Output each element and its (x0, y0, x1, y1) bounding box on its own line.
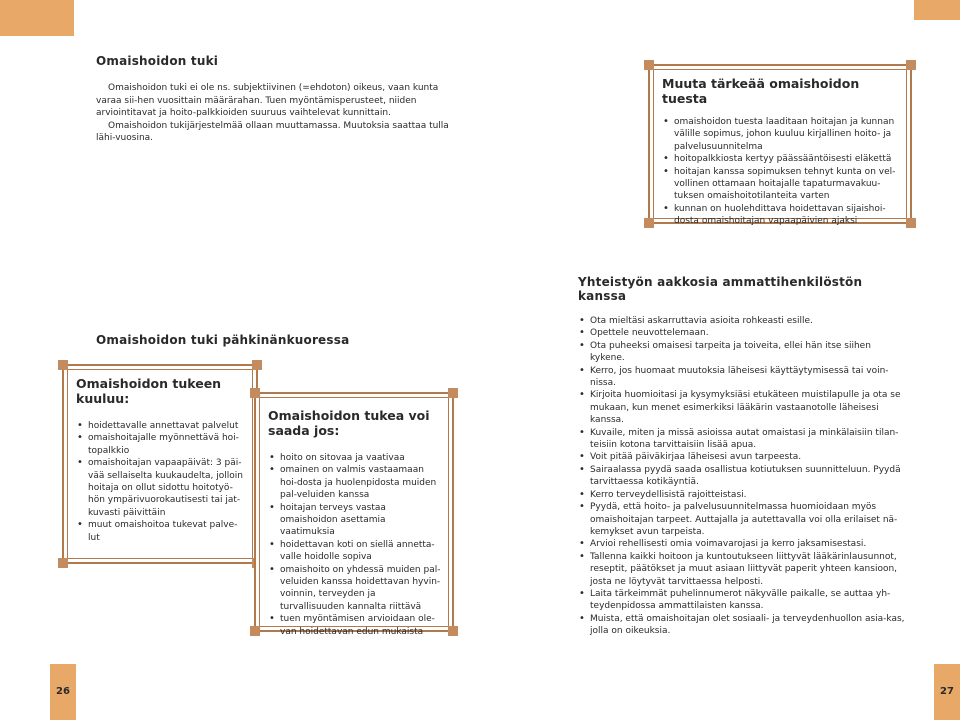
list-item: • Laita tärkeimmät puhelinnumerot näkyvälle paikalle, se auttaa yh-teydenpidossa ammattilaisten kanssa. (578, 588, 908, 613)
top-left-tab (0, 0, 74, 36)
paragraph: Omaishoidon tukijärjestelmää ollaan muuttamassa. Muutoksia saattaa tulla lähi-vuosina. (96, 120, 449, 144)
section-heading: Omaishoidon tuki (96, 54, 219, 68)
box-tuki-kuuluu (62, 364, 258, 564)
list-item: • muut omaishoitoa tukevat palve-lut (76, 519, 244, 544)
bullet-list (662, 116, 898, 228)
list-item: • Arvioi rehellisesti omia voimavarojasi ja kerro jaksamisestasi. (578, 538, 908, 550)
bullet-list (268, 452, 442, 638)
list-item: • Opettele neuvottelemaan. (578, 327, 908, 339)
list-item: • omaishoitajalle myönnettävä hoi-topalkkio (76, 432, 244, 457)
paragraph: Omaishoidon tuki ei ole ns. subjektiivinen (=ehdoton) oikeus, vaan kunta varaa sii-hen vuosittain määrärahan. Tuen myöntämisperusteet, niiden arviointitavat ja hoito-palkkioiden suuruus vaihtelevat kunnittain. (96, 83, 439, 119)
list-item: • Kirjoita huomioitasi ja kysymyksiäsi etukäteen muistilapulle ja ota se mukaan, kun menet esimerkiksi lääkärin vastaanotolle läheisesi kanssa. (578, 389, 908, 426)
list-item: • hoidettavalle annettavat palvelut (76, 420, 244, 432)
bullet-list (76, 420, 244, 544)
box-title: Omaishoidon tukea voi saada jos: (268, 408, 430, 438)
list-item: • hoidettavan koti on siellä annetta-valle hoidolle sopiva (268, 539, 442, 564)
box-title: Omaishoidon tukeen kuuluu: (76, 376, 222, 406)
box-tukea-voi-saada (254, 392, 454, 637)
list-item: • Muista, että omaishoitajan olet sosiaali- ja terveydenhuollon asia-kas, jolla on oikeuksia. (578, 613, 908, 638)
list-item: • omainen on valmis vastaamaan hoi-dosta ja huolenpidosta muiden pal-veluiden kanssa (268, 464, 442, 501)
section-body (96, 82, 462, 145)
section-heading: Omaishoidon tuki pähkinänkuoressa (96, 333, 350, 347)
section-heading: Yhteistyön aakkosia ammattihenkilöstön kanssa (578, 275, 863, 303)
list-item: • omaishoidon tuesta laaditaan hoitajan ja kunnan välille sopimus, johon kuuluu kirjallinen hoito- ja palvelusuunnitelma (662, 116, 898, 153)
page-number-right: 27 (934, 664, 960, 720)
list-item: • hoitajan kanssa sopimuksen tehnyt kunta on vel-vollinen ottamaan hoitajalle tapaturmavakuu-tuksen omaishoitotilanteita varten (662, 166, 898, 203)
list-item: • Kerro, jos huomaat muutoksia läheisesi käyttäytymisessä tai voin-nissa. (578, 365, 908, 390)
list-item: • hoitopalkkiosta kertyy päässääntöisesti eläkettä (662, 153, 898, 165)
list-item: • kunnan on huolehdittava hoidettavan sijaishoi-dosta omaishoitajan vapaapäivien ajaksi (662, 203, 898, 228)
list-item: • Ota puheeksi omaisesi tarpeita ja toiveita, ellei hän itse siihen kykene. (578, 340, 908, 365)
list-item: • omaishoito on yhdessä muiden pal-veluiden kanssa hoidettavan hyvin-voinnin, terveyden ja turvallisuuden kannalta riittävä (268, 564, 442, 614)
list-item: • Voit pitää päiväkirjaa läheisesi avun tarpeesta. (578, 451, 908, 463)
list-item: • omaishoitajan vapaapäivät: 3 päi-vää sellaiselta kuukaudelta, jolloin hoitaja on ollut sidottu hoitotyö-hön ympärivuorokautisesti tai jat-kuvasti päivittäin (76, 457, 244, 519)
list-item: • Kuvaile, miten ja missä asioissa autat omaistasi ja minkälaisiin tilan-teisiin kotona tarvittaisiin lisää apua. (578, 427, 908, 452)
list-item: • Tallenna kaikki hoitoon ja kuntoutukseen liittyvät lääkärinlausunnot, reseptit, päätökset ja muut asiaan liittyvät paperit yhteen kansioon, josta ne löytyvät tarvittaessa helposti. (578, 551, 908, 588)
list-item: • hoitajan terveys vastaa omaishoidon asettamia vaatimuksia (268, 502, 442, 539)
left-section-omaishoidon-tuki (96, 54, 462, 145)
list-item: • Sairaalassa pyydä saada osallistua kotiutuksen suunnitteluun. Pyydä tarvittaessa kotikäyntiä. (578, 464, 908, 489)
list-item: • hoito on sitovaa ja vaativaa (268, 452, 442, 464)
box-muuta-tarkeaa (648, 64, 912, 227)
list-item: • tuen myöntämisen arvioidaan ole-van hoidettavan edun mukaista (268, 613, 442, 638)
bullet-list (578, 315, 908, 638)
right-section-yhteistyo (578, 275, 908, 638)
list-item: • Pyydä, että hoito- ja palvelusuunnitelmassa huomioidaan myös omaishoitajan tarpeet. Auttajalla ja autettavalla voi olla erilaiset nä-kemykset avun tarpeista. (578, 501, 908, 538)
page-number-left: 26 (50, 664, 76, 720)
list-item: • Ota mieltäsi askarruttavia asioita rohkeasti esille. (578, 315, 908, 327)
left-section-nutshell (96, 333, 462, 347)
box-title: Muuta tärkeää omaishoidon tuesta (662, 76, 860, 106)
list-item: • Kerro terveydellisistä rajoitteistasi. (578, 489, 908, 501)
top-right-tab (914, 0, 960, 20)
